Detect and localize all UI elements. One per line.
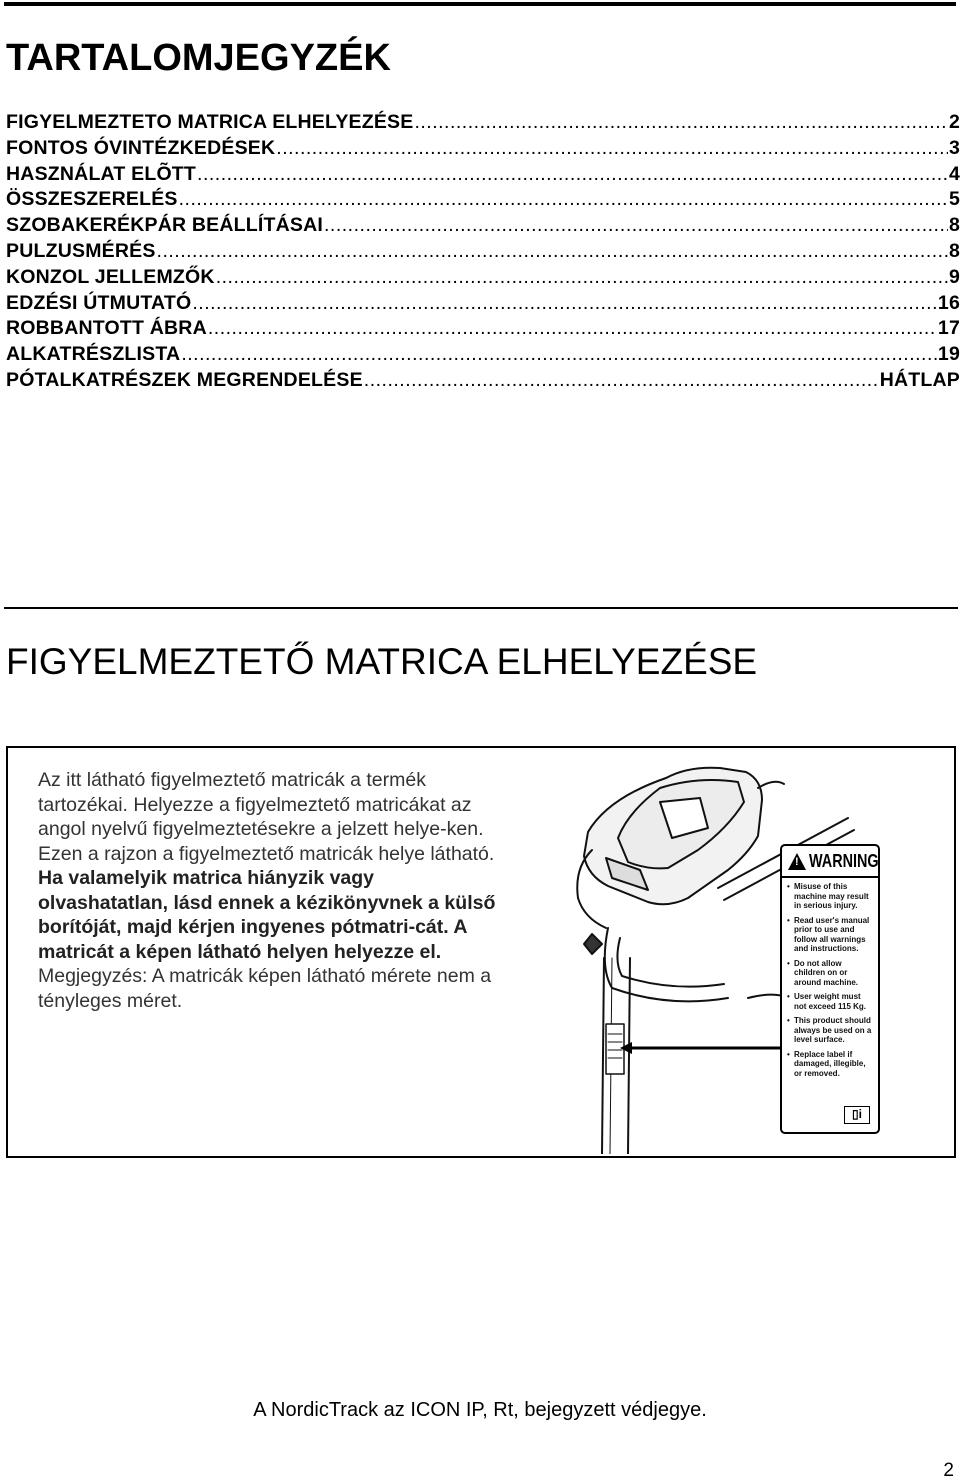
trademark-note: A NordicTrack az ICON IP, Rt, bejegyzett védjegye. [253,1399,707,1421]
page-number: 2 [943,1460,954,1481]
toc-entry[interactable] [6,162,960,188]
toc-entry[interactable] [6,136,960,162]
toc-entry-label: PÓTALKATRÉSZEK MEGRENDELÉSE [6,368,363,391]
toc-title: TARTALOMJEGYZÉK [6,37,391,79]
warning-item: • This product should always be used on a level surface. [787,1016,872,1044]
warning-item: • Do not allow children on or around machine. [787,959,873,988]
warning-item-text: Misuse of this machine may result in serious injury. [794,882,869,910]
toc-entry-page: 16 [937,291,960,314]
toc-leader [324,213,948,239]
toc-leader [157,239,948,265]
toc-entry-page: 19 [937,343,960,366]
toc-entry-page: 8 [948,239,960,262]
toc-leader [216,265,948,291]
warning-header [782,846,878,878]
warning-item: • Misuse of this machine may result in serious injury. [787,882,873,911]
toc-entry-page: 2 [948,111,960,133]
warning-heading: WARNING [809,850,879,871]
toc-entry-label: SZOBAKERÉKPÁR BEÁLLÍTÁSAI [6,214,324,237]
toc-entry[interactable] [6,265,960,291]
seat-post-tube [602,958,604,1154]
toc-entry[interactable] [6,291,960,317]
caption-note: Megjegyzés: A matricák képen látható mérete nem a tényleges méret. [38,965,492,1012]
toc-entry-page: 3 [948,136,960,159]
toc-entry[interactable] [6,368,960,394]
toc-entry-label: KONZOL JELLEMZŐK [6,265,215,288]
toc-leader [414,110,947,136]
toc-entry-label: ÖSSZESZERELÉS [6,188,178,211]
toc-entry-page: HÁTLAP [879,368,960,391]
warning-triangle-icon [788,853,806,870]
warning-item-text: This product should always be used on a level surface. [794,1016,872,1044]
top-rule [4,2,956,6]
toc-leader [197,162,948,188]
toc-entry-label: PULZUSMÉRÉS [6,239,156,262]
toc-leader [364,368,879,394]
toc-entry-page: 8 [948,214,960,237]
section-title: FIGYELMEZTETŐ MATRICA ELHELYEZÉSE [6,641,758,682]
toc-entry-label: ROBBANTOTT ÁBRA [6,317,207,340]
caption-bold-text: Ha valamelyik matrica hiányzik vagy olvashatatlan, lásd ennek a kézikönyvnek a külső borítóját, majd kérjen ingyenes pótmatri-cát. A matricát a képen látható helyen helyezze el. [38,867,496,963]
toc-entry[interactable] [6,316,960,342]
toc-entry[interactable] [6,110,960,136]
toc-entry[interactable] [6,213,960,239]
toc-entry-page: 4 [948,162,960,185]
warning-sticker [780,844,880,1134]
manual-info-icon: ▯i [844,1106,870,1124]
toc-leader [208,316,937,342]
toc-entry-label: HASZNÁLAT ELÕTT [6,162,197,185]
toc-entry[interactable] [6,239,960,265]
toc-entry-label: EDZÉSI ÚTMUTATÓ [6,291,192,314]
toc-leader [192,291,937,317]
toc-entry[interactable] [6,342,960,368]
warning-item: • Read user's manual prior to use and follow all warnings and instructions. [787,916,873,954]
warning-item-text: User weight must not exceed 115 Kg. [794,992,867,1011]
caption-text: Az itt látható figyelmeztető matricák a termék tartozékai. Helyezze a figyelmeztető matricákat az angol nyelvű figyelmeztetésekre a jelzett helye-ken. Ezen a rajzon a figyelmeztető matricák helye látható. [38,769,495,865]
section-rule [4,607,958,609]
toc-entry-label: ALKATRÉSZLISTA [6,343,181,366]
toc-leader [179,187,948,213]
toc-entry-label: FONTOS ÓVINTÉZKEDÉSEK [6,136,276,159]
toc-entry-page: 9 [948,265,960,288]
warning-item-text: Replace label if damaged, illegible, or removed. [794,1049,866,1078]
warning-item-text: Do not allow children on or around machine. [794,958,859,987]
warning-item-text: Read user's manual prior to use and follow all warnings and instructions. [794,915,870,953]
toc-entry-label: FIGYELMEZTETO MATRICA ELHELYEZÉSE [6,111,414,133]
toc-leader [276,136,948,162]
toc-entry-page: 17 [937,317,960,340]
warning-list [782,878,878,1078]
warning-label-figure [6,746,956,1158]
toc-entry[interactable] [6,187,960,213]
warning-item: • User weight must not exceed 115 Kg. [787,992,873,1011]
toc-entry-page: 5 [948,188,960,211]
toc-leader [181,342,937,368]
table-of-contents [6,110,960,394]
warning-item: • Replace label if damaged, illegible, or removed. [787,1050,873,1079]
figure-caption [38,768,508,1013]
